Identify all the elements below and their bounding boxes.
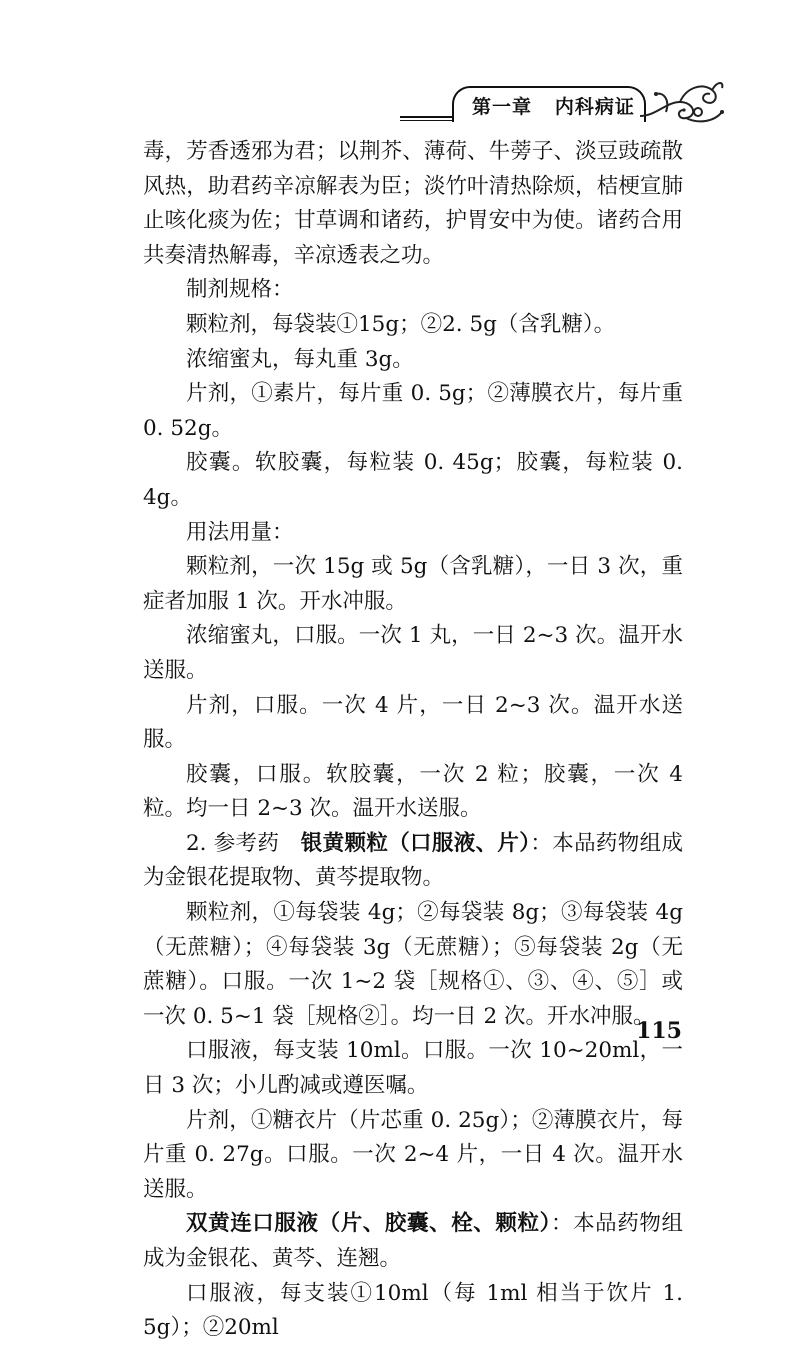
running-header — [400, 72, 730, 130]
paragraph: 片剂，①素片，每片重 0. 5g；②薄膜衣片，每片重 0. 52g。 — [143, 381, 683, 441]
paragraph: 颗粒剂，每袋装①15g；②2. 5g（含乳糖）。 — [186, 311, 616, 337]
floral-ornament-icon — [636, 72, 726, 130]
paragraph — [143, 1207, 683, 1276]
paragraph: 浓缩蜜丸，每丸重 3g。 — [186, 346, 414, 372]
paragraph: 口服液，每支装 10ml。口服。一次 10~20ml，一日 3 次；小儿酌减或遵医嘱。 — [143, 1038, 683, 1099]
drug-name: 银黄颗粒（口服液、片） — [300, 830, 531, 856]
paragraph — [143, 827, 683, 896]
paragraph: 口服液，每支装①10ml（每 1ml 相当于饮片 1. 5g）；②20ml — [143, 1280, 683, 1341]
drug-name: 双黄连口服液（片、胶囊、栓、颗粒） — [186, 1211, 551, 1237]
paragraph: 浓缩蜜丸，口服。一次 1 丸，一日 2~3 次。温开水送服。 — [143, 623, 683, 683]
item-number: 2. 参考药 — [186, 830, 301, 856]
paragraph: 颗粒剂，①每袋装 4g；②每袋装 8g；③每袋装 4g（无蔗糖）；④每袋装 3g（无蔗糖）；⑤每袋装 2g（无蔗糖）。口服。一次 1~2 袋［规格①、③、④、⑤］或一次 0. 5~1 袋［规格②］。均一日 2 次。开水冲服。 — [143, 900, 683, 1029]
chapter-title: 第一章 内科病证 — [472, 96, 635, 118]
drug-description: ：本品药物组成为金银花提取物、黄芩提取物。 — [143, 830, 683, 891]
paragraph: 颗粒剂，一次 15g 或 5g（含乳糖），一日 3 次，重症者加服 1 次。开水冲服。 — [143, 554, 683, 614]
section-heading: 用法用量： — [186, 519, 294, 545]
paragraph: 胶囊。软胶囊，每粒装 0. 45g；胶囊，每粒装 0. 4g。 — [143, 450, 683, 510]
section-heading: 制剂规格： — [186, 277, 294, 303]
drug-description: ：本品药物组成为金银花、黄芩、连翘。 — [143, 1211, 683, 1271]
page-number: 115 — [636, 1018, 682, 1044]
paragraph: 毒，芳香透邪为君；以荆芥、薄荷、牛蒡子、淡豆豉疏散风热，助君药辛凉解表为臣；淡竹叶清热除烦，桔梗宣肺止咳化痰为佐；甘草调和诸药，护胃安中为使。诸药合用共奏清热解毒，辛凉透表之功。 — [143, 139, 683, 268]
body-text — [143, 135, 683, 1346]
paragraph: 片剂，口服。一次 4 片，一日 2~3 次。温开水送服。 — [143, 692, 683, 753]
paragraph: 片剂，①糖衣片（片芯重 0. 25g）；②薄膜衣片，每片重 0. 27g。口服。一次 2~4 片，一日 4 次。温开水送服。 — [143, 1107, 683, 1202]
paragraph: 胶囊，口服。软胶囊，一次 2 粒；胶囊，一次 4 粒。均一日 2~3 次。温开水送服。 — [143, 761, 683, 822]
